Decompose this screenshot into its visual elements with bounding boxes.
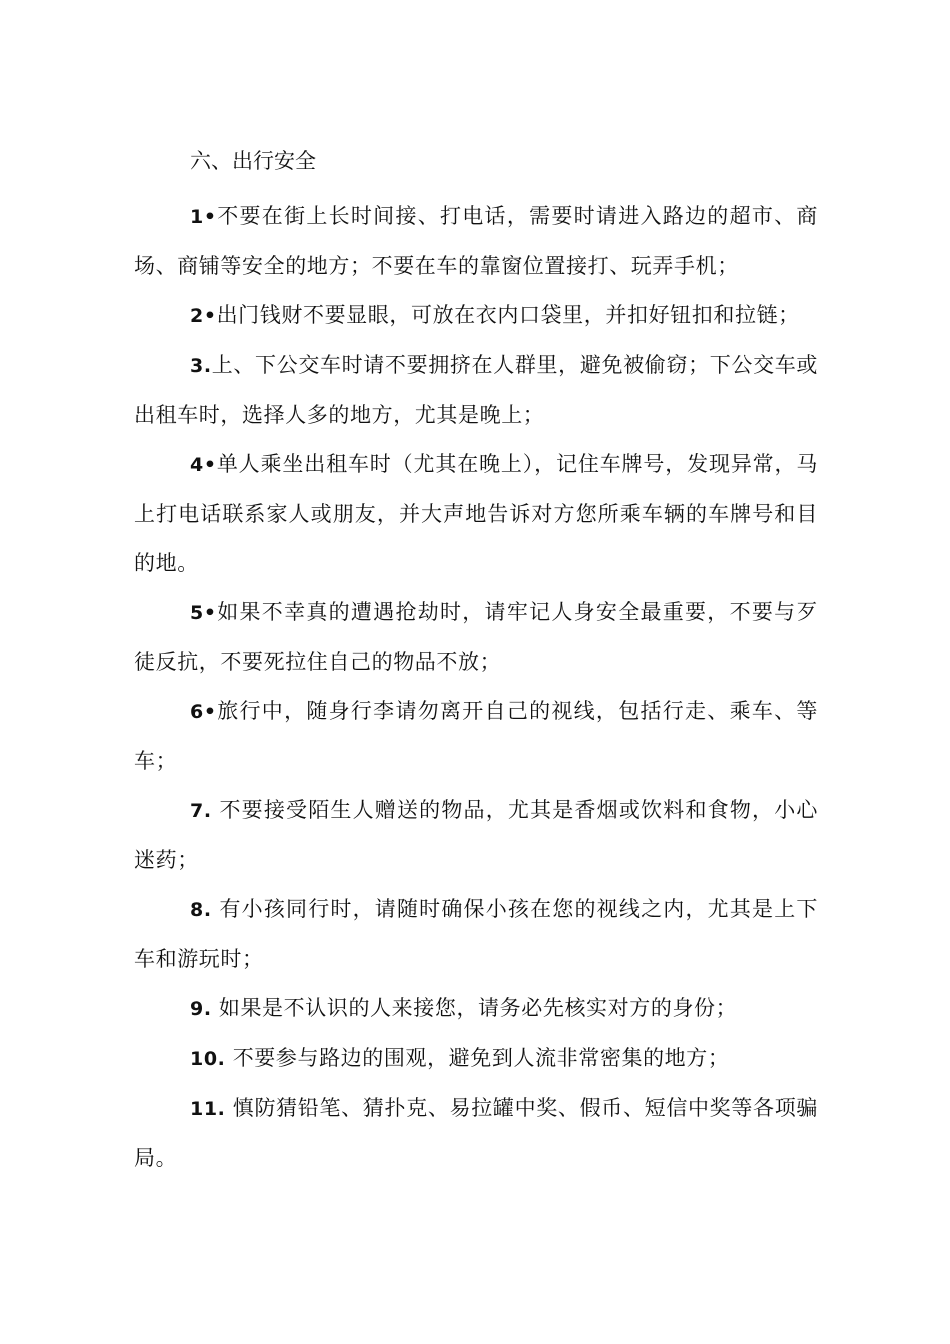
list-item <box>134 1034 818 1084</box>
item-number: 1• <box>190 206 217 228</box>
item-number: 10. <box>190 1048 233 1070</box>
list-item <box>134 192 818 291</box>
item-number: 4• <box>190 454 217 476</box>
item-number: 2• <box>190 305 217 327</box>
item-text: 不要接受陌生人赠送的物品，尤其是香烟或饮料和食物，小心迷药； <box>134 798 818 872</box>
item-number: 3. <box>190 355 212 377</box>
item-number: 9. <box>190 998 219 1020</box>
list-item <box>134 588 818 687</box>
list-item <box>134 341 818 440</box>
item-text: 不要在街上长时间接、打电话，需要时请进入路边的超市、商场、商铺等安全的地方；不要在车的靠窗位置接打、玩弄手机； <box>134 204 818 278</box>
document-body <box>134 141 818 1183</box>
list-item <box>134 291 818 341</box>
item-text: 上、下公交车时请不要拥挤在人群里，避免被偷窃；下公交车或出租车时，选择人多的地方，尤其是晚上； <box>134 353 818 427</box>
item-number: 6• <box>190 701 217 723</box>
item-number: 5• <box>190 602 217 624</box>
section-heading: 六、出行安全 <box>190 149 316 173</box>
list-item <box>134 885 818 984</box>
list-item <box>134 440 818 588</box>
list-item <box>134 786 818 885</box>
item-text: 有小孩同行时，请随时确保小孩在您的视线之内，尤其是上下车和游玩时； <box>134 897 818 971</box>
item-number: 8. <box>190 899 220 921</box>
list-item <box>134 984 818 1034</box>
item-text: 旅行中，随身行李请勿离开自己的视线，包括行走、乘车、等车； <box>134 699 818 773</box>
item-text: 如果不幸真的遭遇抢劫时，请牢记人身安全最重要，不要与歹徒反抗，不要死拉住自己的物品不放； <box>134 600 818 674</box>
item-text: 出门钱财不要显眼，可放在衣内口袋里，并扣好钮扣和拉链； <box>216 303 800 327</box>
item-text: 慎防猜铅笔、猜扑克、易拉罐中奖、假币、短信中奖等各项骗局。 <box>134 1096 818 1170</box>
list-item <box>134 1084 818 1183</box>
item-number: 11. <box>190 1098 233 1120</box>
item-number: 7. <box>190 800 220 822</box>
list-item <box>134 687 818 786</box>
item-text: 单人乘坐出租车时（尤其在晚上），记住车牌号，发现异常，马上打电话联系家人或朋友，并大声地告诉对方您所乘车辆的车牌号和目的地。 <box>134 452 818 575</box>
item-text: 不要参与路边的围观，避免到人流非常密集的地方； <box>232 1046 730 1070</box>
item-text: 如果是不认识的人来接您，请务必先核实对方的身份； <box>218 996 738 1020</box>
